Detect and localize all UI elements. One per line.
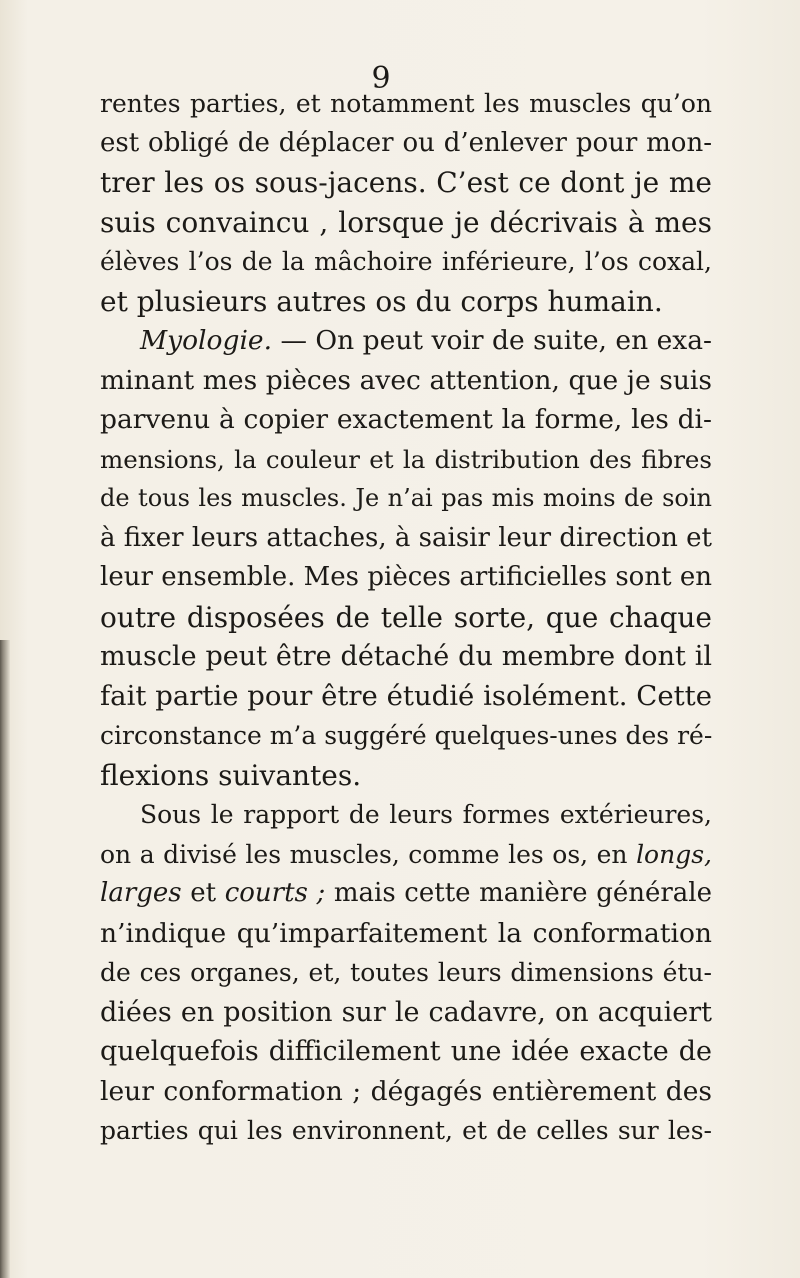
text-run-italic: larges — [100, 878, 182, 908]
body-text — [100, 84, 712, 1151]
text-run: mensions, la couleur et la distribution des fibres — [100, 444, 712, 474]
text-run: élèves l’os de la mâchoire inférieure, l’os coxal, — [100, 247, 712, 276]
text-run: suis convaincu , lorsque je décrivais à mes — [100, 205, 712, 239]
text-line — [100, 835, 712, 875]
text-run: n’indique qu’imparfaitement la conformation — [100, 917, 712, 949]
text-run: et — [181, 878, 225, 908]
text-run: leur conformation ; dégagés entièrement des — [100, 1075, 712, 1107]
text-run: rentes parties, et notamment les muscles qu’on — [100, 89, 712, 118]
text-line — [100, 124, 712, 164]
text-run: de ces organes, et, toutes leurs dimensions étu- — [100, 958, 712, 987]
text-line — [100, 993, 712, 1033]
text-line — [100, 1111, 712, 1151]
text-run: parvenu à copier exactement la forme, les di- — [100, 404, 712, 435]
page-number: 9 — [371, 61, 391, 96]
text-line — [100, 558, 712, 598]
text-line — [100, 1072, 712, 1112]
text-run: minant mes pièces avec attention, que je suis — [100, 364, 712, 396]
text-line — [100, 637, 712, 677]
text-run: Sous le rapport de leurs formes extérieures, — [140, 800, 712, 829]
text-run: à fixer leurs attaches, à saisir leur direction et — [100, 522, 712, 553]
text-run: est obligé de déplacer ou d’enlever pour mon- — [100, 127, 712, 158]
text-run: diées en position sur le cadavre, on acquiert — [100, 996, 712, 1028]
text-line — [100, 479, 712, 519]
text-run: et plusieurs autres os du corps humain. — [100, 284, 663, 318]
text-run: fait partie pour être étudié isolément. Cette — [100, 679, 712, 712]
text-line — [100, 400, 712, 440]
text-run: flexions suivantes. — [100, 758, 362, 792]
section-heading: Myologie. — [140, 325, 273, 356]
page-binding-edge — [0, 640, 10, 1278]
text-line — [100, 677, 712, 717]
text-run: on a divisé les muscles, comme les os, en — [100, 839, 637, 869]
text-line — [100, 1032, 712, 1072]
text-run: quelquefois difficilement une idée exacte de — [100, 1036, 712, 1067]
text-line — [100, 598, 712, 638]
text-line — [100, 84, 712, 124]
text-line — [100, 519, 712, 559]
text-line — [100, 914, 712, 954]
text-line — [100, 716, 712, 756]
text-line — [100, 953, 712, 993]
text-line — [100, 874, 712, 914]
text-line — [100, 756, 712, 796]
text-line — [100, 440, 712, 480]
text-run: — On peut voir de suite, en exa- — [272, 325, 712, 356]
text-line — [100, 795, 712, 835]
text-run: leur ensemble. Mes pièces artificielles sont en — [100, 562, 712, 592]
text-run: de tous les muscles. Je n’ai pas mis moins de soin — [100, 484, 712, 512]
text-line — [100, 163, 712, 203]
text-run: parties qui les environnent, et de celles sur les- — [100, 1116, 712, 1145]
text-run-italic: longs, — [636, 839, 712, 869]
text-run: circonstance m’a suggéré quelques-unes des ré- — [100, 721, 713, 750]
text-line — [100, 203, 712, 243]
text-line — [100, 242, 712, 282]
text-line-section-start — [100, 321, 712, 361]
text-run: muscle peut être détaché du membre dont il — [100, 641, 712, 672]
text-run: outre disposées de telle sorte, que chaque — [100, 600, 712, 634]
text-run-italic: courts ; — [224, 878, 326, 908]
text-line — [100, 282, 712, 322]
text-run: trer les os sous-jacens. C’est ce dont je me — [100, 166, 712, 199]
text-run: mais cette manière générale — [325, 878, 712, 908]
text-line — [100, 361, 712, 401]
